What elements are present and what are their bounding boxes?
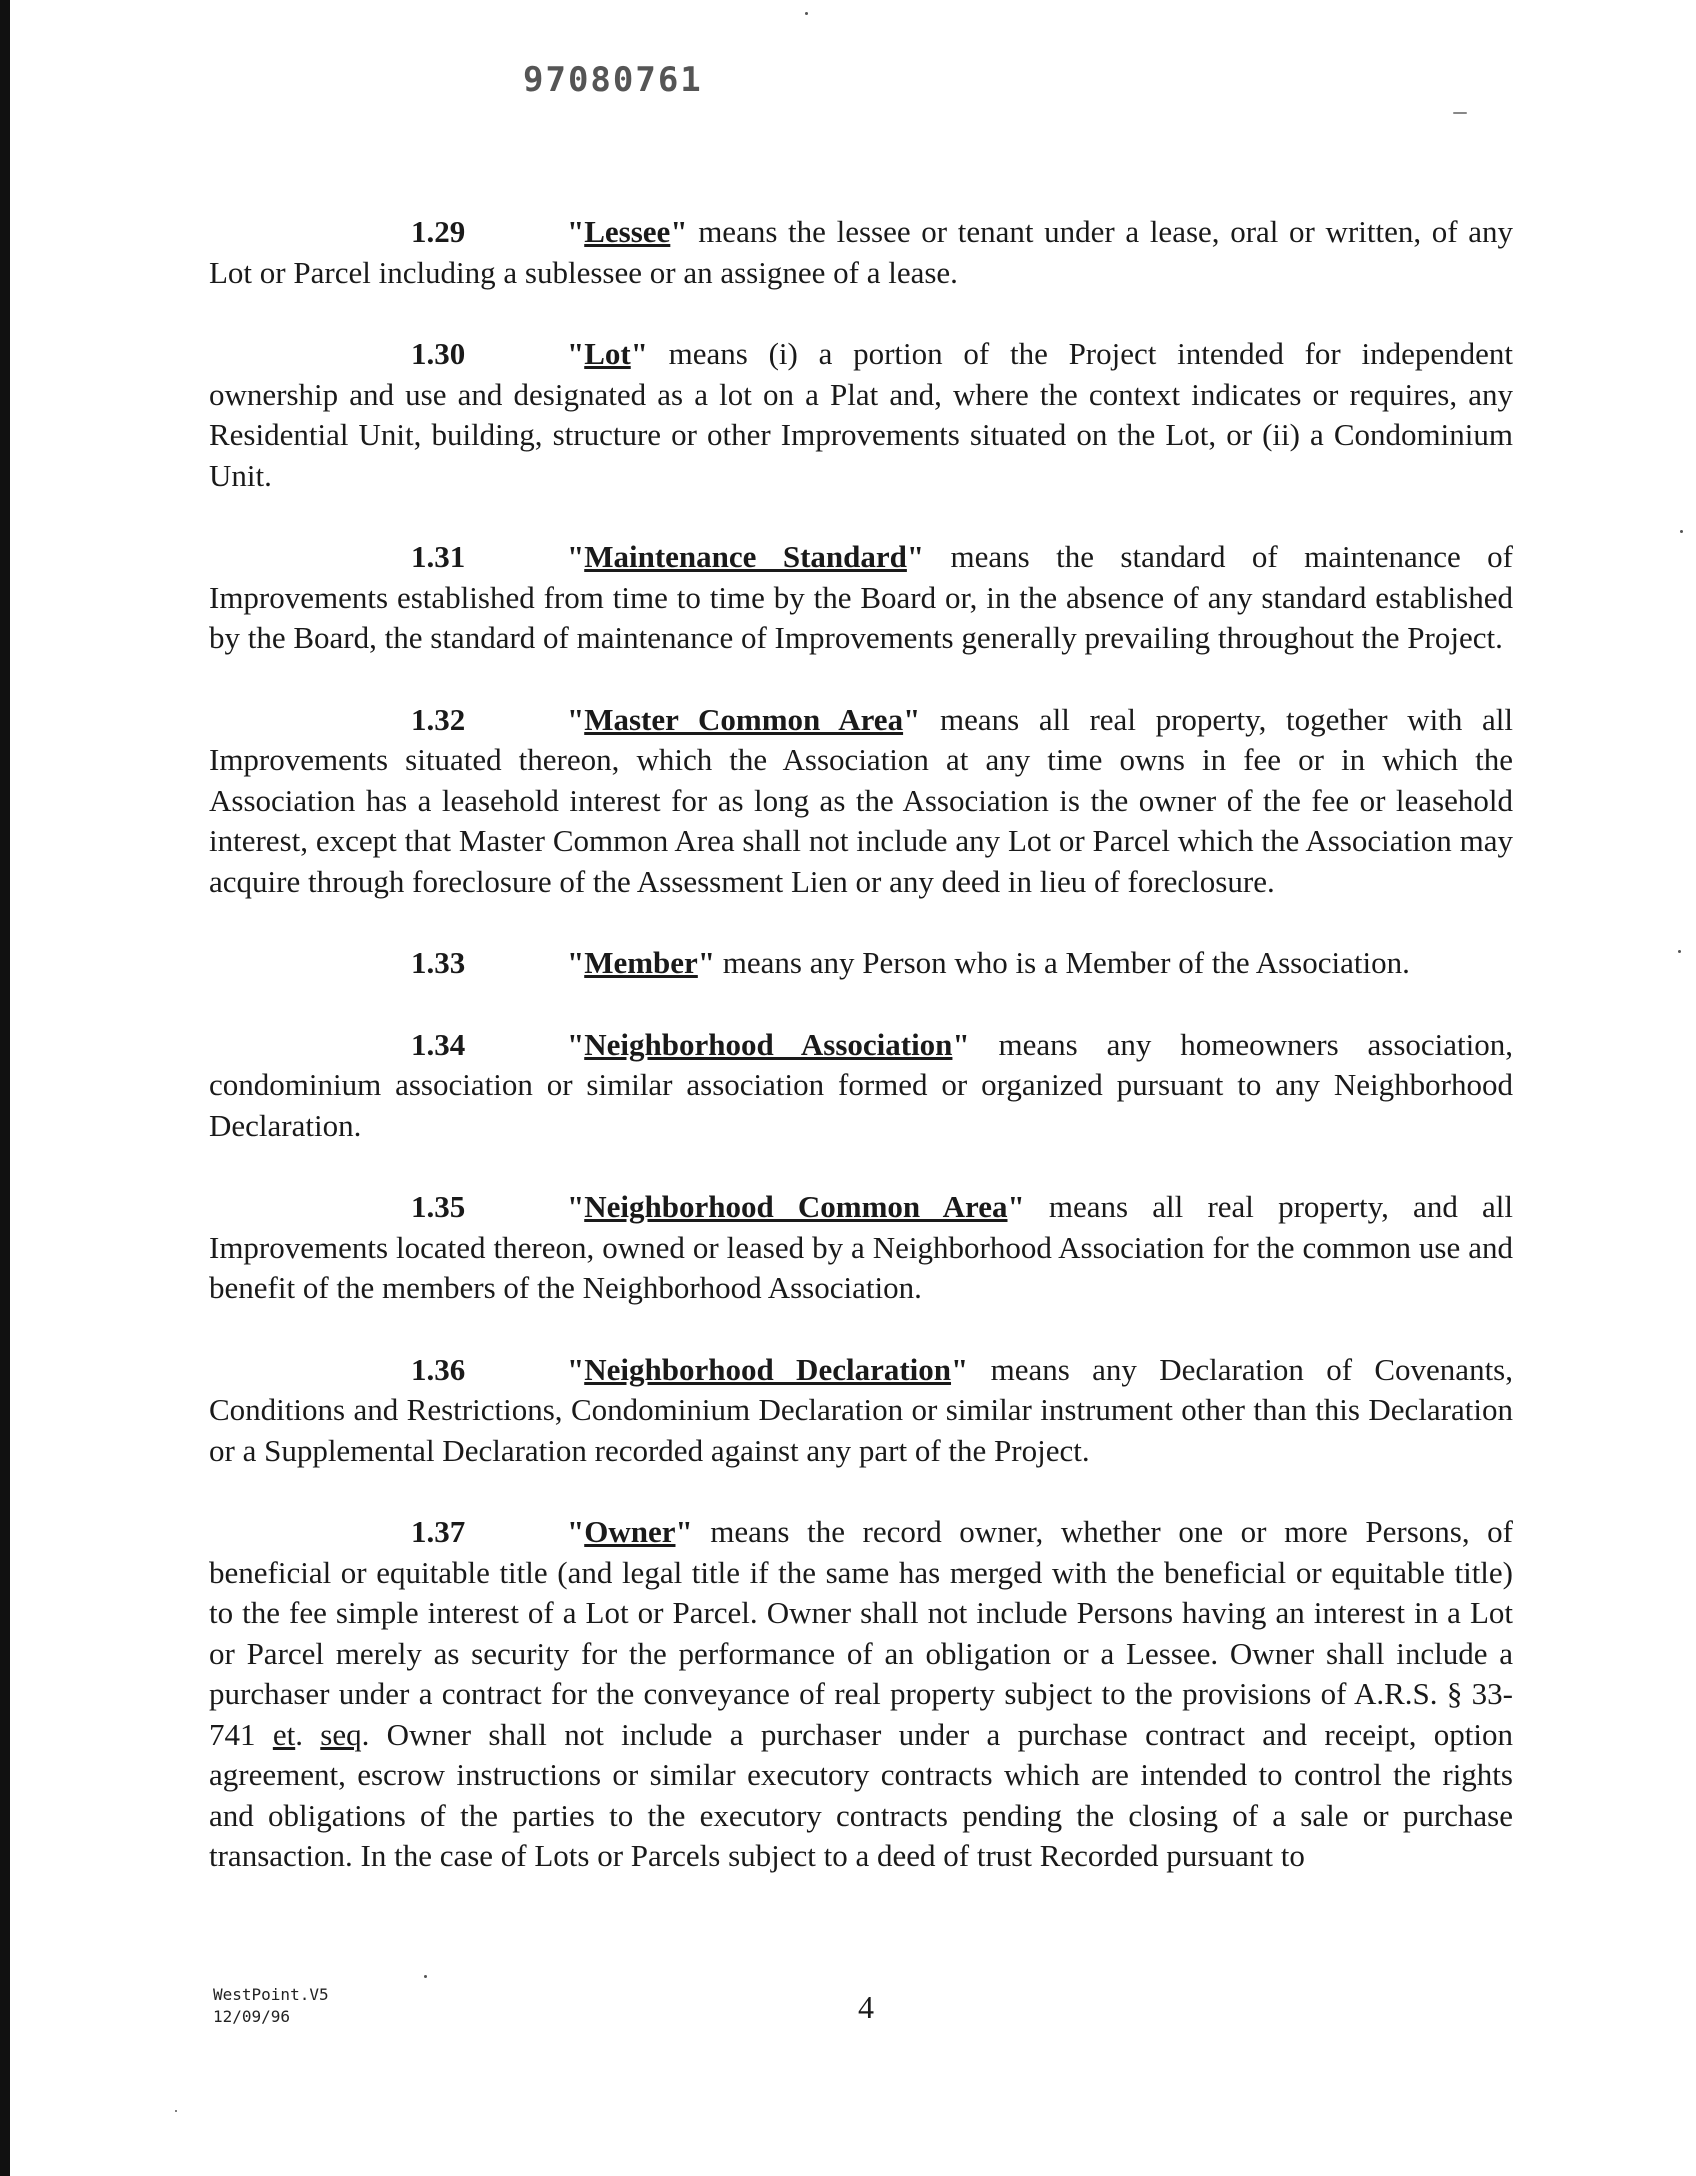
definition-paragraph [209, 1187, 1513, 1309]
defined-term: "Lot" [567, 336, 648, 371]
defined-term: "Neighborhood Common Area" [567, 1189, 1025, 1224]
scan-speck [175, 2110, 177, 2112]
definition-text: means the standard of maintenance of Improvements established from time to time by the Board or, in the absence of any standard established by the Board, the standard of maintenance of Improvements generally prevailing throughout the Project. [209, 539, 1513, 655]
definition-paragraph [209, 700, 1513, 903]
definition-paragraph-owner: 1.37 "Owner" means the record owner, whether one or more Persons, of beneficial or equitable title (and legal title if the same has merged with the beneficial or equitable title) to the fee simple interest of a Lot or Parcel. Owner shall not include Persons having an interest in a Lot or Parcel merely as security for the performance of an obligation or a Lessee. Owner shall include a purchaser under a contract for the conveyance of real property subject to the provisions of A.R.S. § 33-741 et. seq. Owner shall not include a purchaser under a purchase contract and receipt, option agreement, escrow instructions or similar executory contracts which are intended to control the rights and obligations of the parties to the executory contracts pending the closing of a sale or purchase transaction. In the case of Lots or Parcels subject to a deed of trust Recorded pursuant to [209, 1514, 1514, 1873]
section-number: 1.31 [411, 539, 466, 574]
section-number: 1.36 [411, 1351, 466, 1387]
definition-paragraph [209, 212, 1513, 293]
defined-term: "Owner" [567, 1514, 693, 1549]
scan-edge [0, 0, 10, 2176]
definition-text: means all real property, together with all Improvements situated thereon, which the Association at any time owns in fee or in which the Association has a leasehold interest for as long as the Association is the owner of the fee or leasehold interest, except that Master Common Area shall not include any Lot or Parcel which the Association may acquire through foreclosure of the Assessment Lien or any deed in lieu of foreclosure. [209, 701, 1514, 899]
definition-text: means (i) a portion of the Project intended for independent ownership and use and designated as a lot on a Plat and, where the context indicates or requires, any Residential Unit, building, structure or other Improvements situated on the Lot, or (ii) a Condominium Unit. [209, 336, 1513, 493]
definition-text: means the lessee or tenant under a lease, oral or written, of any Lot or Parcel including a sublessee or an assignee of a lease. [209, 214, 1513, 290]
definition-paragraph [209, 1025, 1513, 1147]
definition-paragraph [209, 1350, 1513, 1472]
definition-text: means all real property, and all Improvements located thereon, owned or leased by a Neighborhood Association for the common use and benefit of the members of the Neighborhood Association. [209, 1189, 1513, 1305]
definition-text: means any Person who is a Member of the Association. [715, 945, 1410, 980]
definition-paragraph [209, 943, 1513, 984]
defined-term: "Neighborhood Association" [567, 1026, 970, 1062]
scan-speck [1453, 112, 1467, 114]
section-number: 1.37 [411, 1514, 466, 1549]
defined-term: "Lessee" [567, 214, 688, 249]
page-number: 4 [858, 1989, 874, 2025]
section-number: 1.30 [411, 336, 466, 371]
section-number: 1.29 [411, 214, 466, 249]
scan-speck [424, 1975, 427, 1978]
definition-text-continued: . Owner shall not include a purchaser under a purchase contract and receipt, option agreement, escrow instructions or similar executory contracts which are intended to control the rights and obligations of the parties to the executory contracts pending the closing of a sale or purchase transaction. In the case of Lots or Parcels subject to a deed of trust Recorded pursuant to [209, 1716, 1514, 1873]
section-number: 1.32 [411, 701, 466, 737]
definition-text: means any Declaration of Covenants, Conditions and Restrictions, Condominium Declaration or similar instrument other than this Declaration or a Supplemental Declaration recorded against any part of the Project. [209, 1351, 1513, 1468]
section-number: 1.33 [411, 945, 466, 980]
footer-date: 12/09/96 [213, 2007, 291, 2026]
definition-paragraph [209, 537, 1513, 659]
defined-term: "Master Common Area" [567, 701, 921, 737]
latin-abbrev-et: et [272, 1716, 296, 1752]
defined-term: "Neighborhood Declaration" [567, 1351, 969, 1387]
definitions-body [209, 212, 1513, 1918]
scan-speck [805, 12, 808, 15]
scan-speck [1678, 950, 1681, 953]
document-stamp-number: 97080761 [523, 60, 703, 100]
defined-term: "Member" [567, 945, 716, 980]
definition-text: means the record owner, whether one or more Persons, of beneficial or equitable title (and legal title if the same has merged with the beneficial or equitable title) to the fee simple interest of a Lot or Parcel. Owner shall not include Persons having an interest in a Lot or Parcel merely as security for the performance of an obligation or a Lessee. Owner shall include a purchaser under a contract for the conveyance of real property subject to the provisions of A.R.S. § 33-741 [209, 1514, 1513, 1752]
definition-text: means any homeowners association, condominium association or similar association formed or organized pursuant to any Neighborhood Declaration. [209, 1026, 1513, 1143]
section-number: 1.34 [411, 1026, 466, 1062]
latin-abbrev-seq: seq [320, 1716, 362, 1752]
footer-doc-name: WestPoint.V5 [213, 1985, 329, 2004]
scan-speck [1680, 530, 1683, 533]
defined-term: "Maintenance Standard" [567, 539, 925, 574]
definition-paragraph [209, 334, 1513, 496]
footer-document-reference [213, 1984, 329, 2028]
section-number: 1.35 [411, 1189, 466, 1224]
